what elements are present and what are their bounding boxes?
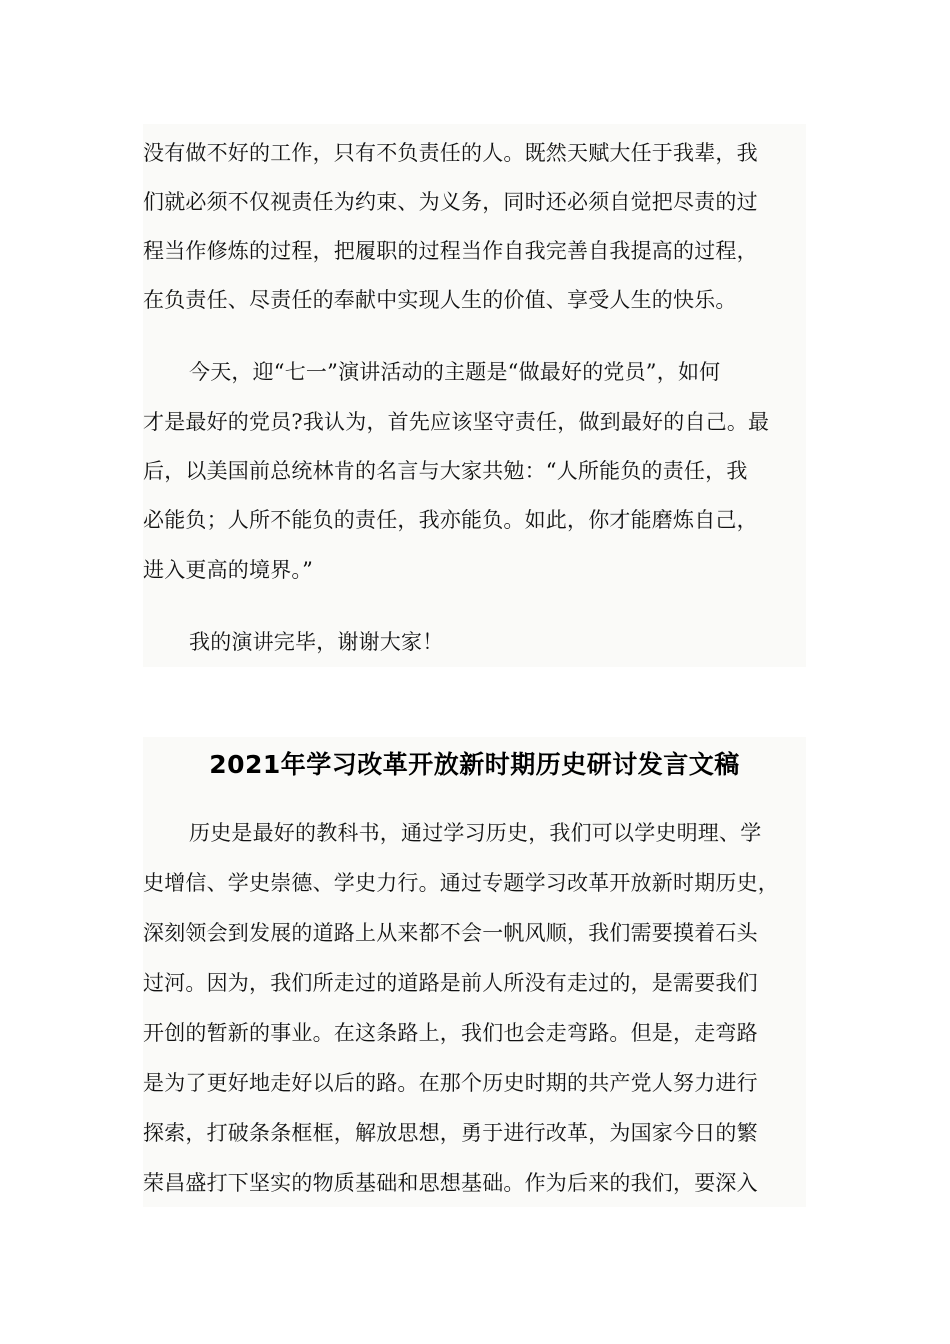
paragraph-line: 荣昌盛打下坚实的物质基础和思想基础。作为后来的我们，要深入 [143, 1171, 758, 1195]
paragraph-line: 在负责任、尽责任的奉献中实现人生的价值、享受人生的快乐。 [143, 288, 737, 312]
paragraph-line: 深刻领会到发展的道路上从来都不会一帆风顺，我们需要摸着石头 [143, 921, 758, 945]
paragraph-line: 今天，迎“七一”演讲活动的主题是“做最好的党员”，如何 [189, 360, 721, 384]
paragraph-line: 必能负；人所不能负的责任，我亦能负。如此，你才能磨炼自己， [143, 508, 758, 532]
paragraph-line: 程当作修炼的过程，把履职的过程当作自我完善自我提高的过程， [143, 239, 758, 263]
paragraph-line: 们就必须不仅视责任为约束、为义务，同时还必须自觉把尽责的过 [143, 190, 758, 214]
article-section [143, 737, 806, 1207]
paragraph-line: 才是最好的党员?我认为，首先应该坚守责任，做到最好的自己。最 [143, 410, 770, 434]
paragraph-line: 过河。因为，我们所走过的道路是前人所没有走过的，是需要我们 [143, 971, 758, 995]
speech-ending-section [143, 124, 806, 667]
closing-line: 我的演讲完毕，谢谢大家！ [189, 630, 444, 654]
paragraph-line: 后，以美国前总统林肯的名言与大家共勉：“人所能负的责任，我 [143, 459, 748, 483]
paragraph-line: 是为了更好地走好以后的路。在那个历史时期的共产党人努力进行 [143, 1071, 758, 1095]
paragraph-line: 进入更高的境界。” [143, 558, 314, 582]
article-title: 2021年学习改革开放新时期历史研讨发言文稿 [209, 750, 740, 779]
paragraph-line: 探索，打破条条框框，解放思想，勇于进行改革，为国家今日的繁 [143, 1121, 758, 1145]
paragraph-line: 开创的暂新的事业。在这条路上，我们也会走弯路。但是，走弯路 [143, 1021, 758, 1045]
paragraph-line: 没有做不好的工作，只有不负责任的人。既然天赋大任于我辈，我 [143, 141, 758, 165]
paragraph-line: 史增信、学史崇德、学史力行。通过专题学习改革开放新时期历史， [143, 871, 779, 895]
paragraph-line: 历史是最好的教科书，通过学习历史，我们可以学史明理、学 [189, 821, 762, 845]
